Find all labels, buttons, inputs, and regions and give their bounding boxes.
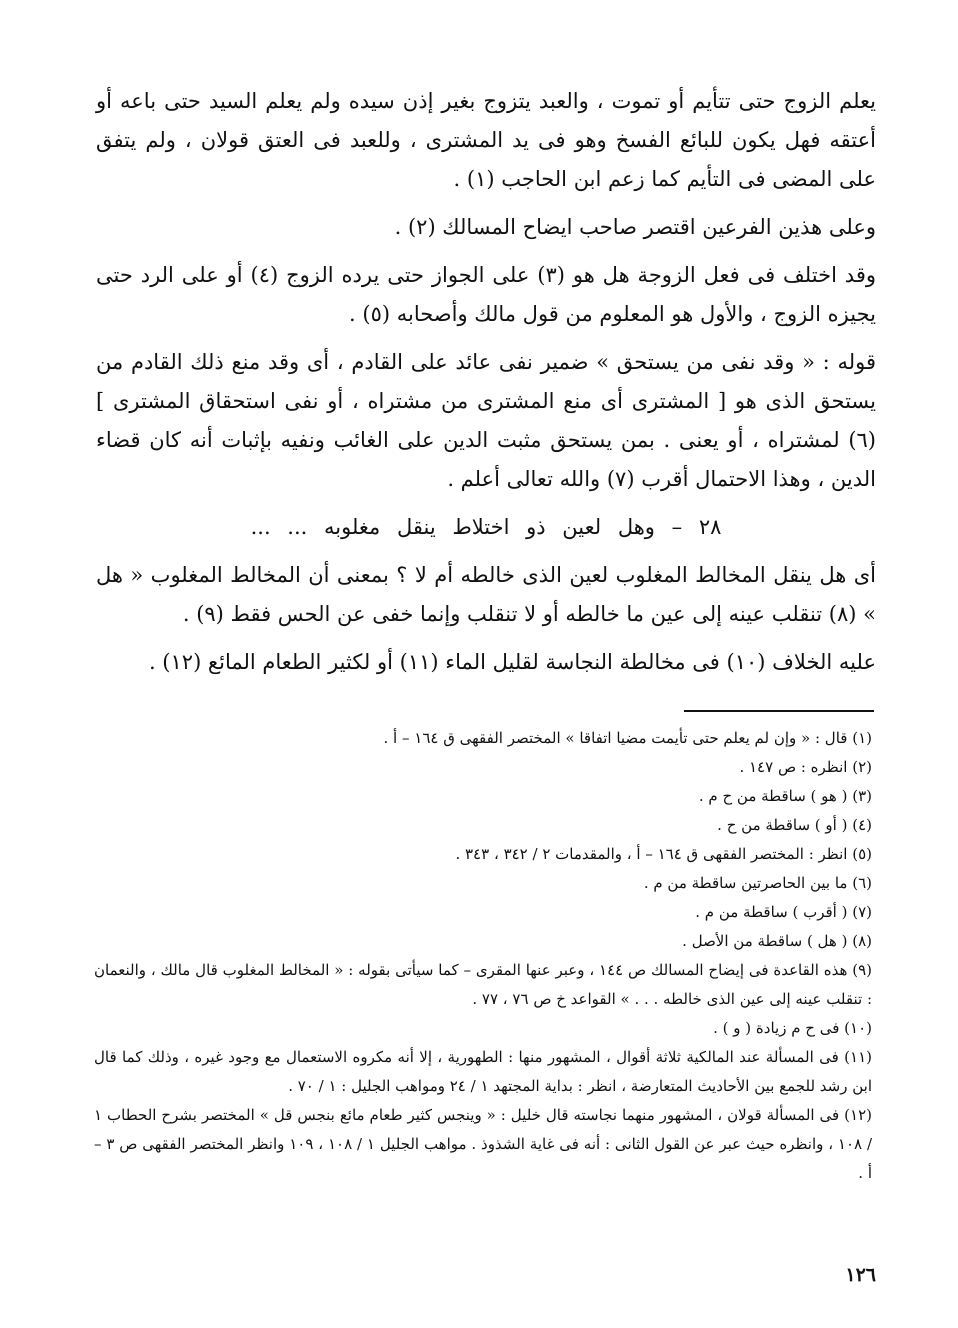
footnote: (٧) ( أقرب ) ساقطة من م . <box>695 903 872 921</box>
footnote: (١١) فى المسألة عند المالكية ثلاثة أقوال ، المشهور منها : الطهورية ، إلا أنه مكروه الاستعمال مع وجود غيره ، وذلك كما قال ابن رشد للجمع بين الأحاديث المتعارضة ، انظر : بداية المجتهد ١ / ٢٤ ومواهب الجليل : ١ / ٧٠ . <box>94 1048 872 1095</box>
footnote: (٩) هذه القاعدة فى إيضاح المسالك ص ١٤٤ ، وعبر عنها المقرى – كما سيأتى بقوله : « المخالط المغلوب قال مالك ، والنعمان : تنقلب عينه إلى عين الذى خالطه . . . » القواعد خ ص ٧٦ ، ٧٧ . <box>94 961 873 1008</box>
footnotes <box>94 724 872 1188</box>
footnote: (١٢) فى المسألة قولان ، المشهور منهما نجاسته قال خليل : « وينجس كثير طعام مائع بنجس قل » المختصر بشرح الحطاب ١ / ١٠٨ ، وانظره حيث عبر عن القول الثانى : أنه فى غاية الشذوذ . مواهب الجليل ١ / ١٠٨ ، ١٠٩ وانظر المختصر الفقهى ص ٣ – أ . <box>94 1106 873 1182</box>
footnote: (٥) انظر : المختصر الفقهى ق ١٦٤ – أ ، والمقدمات ٢ / ٣٤٢ ، ٣٤٣ . <box>455 845 872 863</box>
footnote: (٨) ( هل ) ساقطة من الأصل . <box>682 932 872 950</box>
paragraph: أى هل ينقل المخالط المغلوب لعين الذى خالطه أم لا ؟ بمعنى أن المخالط المغلوب « هل » (٨) تنقلب عينه إلى عين ما خالطه أو لا تنقلب وإنما خفى عن الحس فقط (٩) . <box>96 563 876 626</box>
footnote: (٢) انظره : ص ١٤٧ . <box>739 758 872 776</box>
paragraph: وقد اختلف فى فعل الزوجة هل هو (٣) على الجواز حتى يرده الزوج (٤) أو على الرد حتى يجيزه الزوج ، والأول هو المعلوم من قول مالك وأصحابه (٥) . <box>96 263 876 326</box>
footnote: (٣) ( هو ) ساقطة من ح م . <box>698 787 872 805</box>
paragraph: قوله : « وقد نفى من يستحق » ضمير نفى عائد على القادم ، أى وقد منع ذلك القادم من يستحق الذى هو [ المشترى أى منع المشترى من مشتراه ، أو نفى استحقاق المشترى ] (٦) لمشتراه ، أو يعنى . بمن يستحق مثبت الدين على الغائب ونفيه بإثبات أنه كان قضاء الدين ، وهذا الاحتمال أقرب (٧) والله تعالى أعلم . <box>96 350 876 491</box>
footnote: (٤) ( أو ) ساقطة من ح . <box>717 816 872 834</box>
paragraph: وعلى هذين الفرعين اقتصر صاحب ايضاح المسالك (٢) . <box>394 215 876 239</box>
rule-verse: ٢٨ – وهل لعين ذو اختلاط ينقل مغلوبه ... ... <box>250 515 722 539</box>
footnote: (١٠) فى ح م زيادة ( و ) . <box>713 1019 872 1037</box>
paragraph: عليه الخلاف (١٠) فى مخالطة النجاسة لقليل الماء (١١) أو لكثير الطعام المائع (١٢) . <box>148 650 876 674</box>
footnote-separator <box>684 710 874 712</box>
main-text <box>96 82 876 691</box>
page-number: ١٢٦ <box>845 1264 876 1286</box>
paragraph: يعلم الزوج حتى تتأيم أو تموت ، والعبد يتزوج بغير إذن سيده ولم يعلم السيد حتى باعه أو أعتقه فهل يكون للبائع الفسخ وهو فى يد المشترى ، وللعبد فى العتق قولان ، ولم يتفق على المضى فى التأيم كما زعم ابن الحاجب (١) . <box>96 89 876 191</box>
footnote: (٦) ما بين الحاصرتين ساقطة من م . <box>643 874 872 892</box>
footnote: (١) قال : « وإن لم يعلم حتى تأيمت مضيا اتفاقا » المختصر الفقهى ق ١٦٤ – أ . <box>383 729 872 747</box>
